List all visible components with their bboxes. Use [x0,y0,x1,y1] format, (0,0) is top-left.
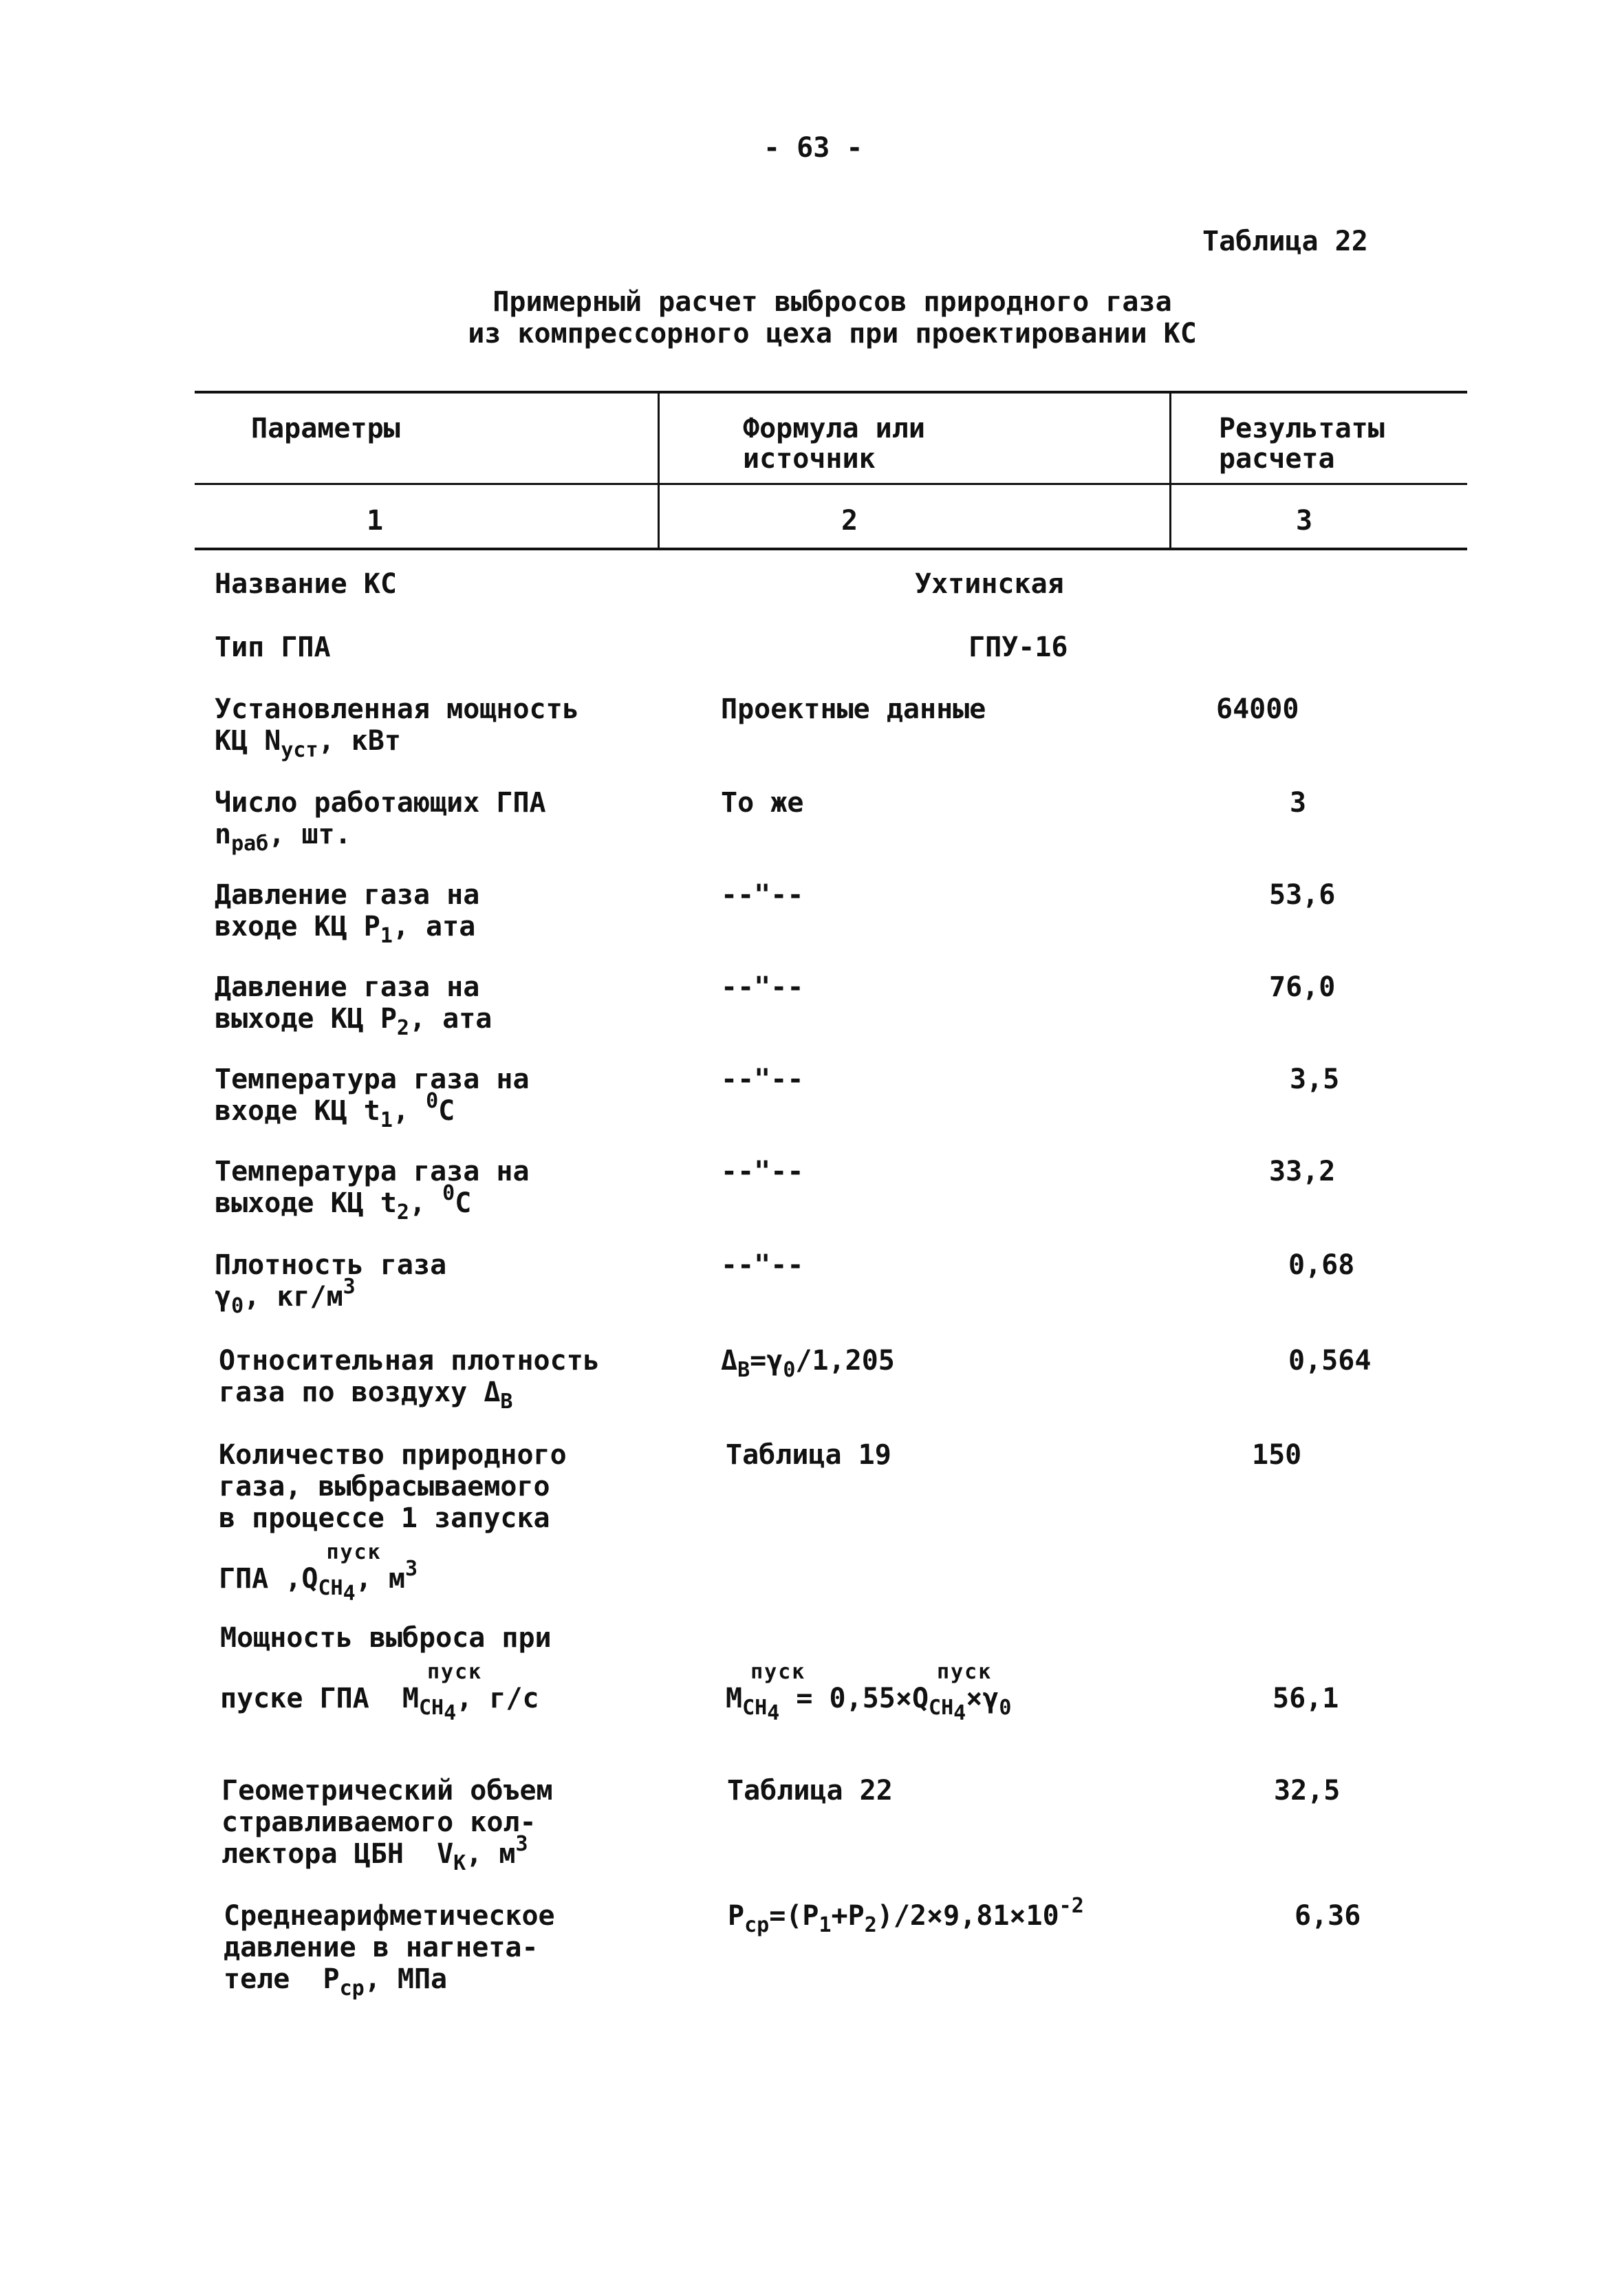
column-number-1: 1 [367,505,384,537]
page-number: - 63 - [764,132,863,164]
row-p-in-label-line2: входе КЦ $P_1$, ата [215,911,476,948]
row-t-out-label-line2: выходе КЦ $t_2$, $^0$C [215,1181,472,1225]
row-t-out-formula: --"-- [721,1156,804,1187]
row-pressure-avg-result: 6,36 [1295,1900,1361,1932]
row-rel-density-formula: $\Delta_В=\gamma_0/1,205$ [721,1345,895,1382]
table-top-rule [195,391,1467,393]
table-title-line2: из компрессорного цеха при проектировании КС [468,318,1197,349]
row-rel-density-result: 0,564 [1288,1345,1372,1377]
row-count-formula: То же [721,787,804,819]
row-gas-qty-result: 150 [1252,1439,1302,1471]
row-volume-label-line2: стравливаемого кол- [221,1807,537,1838]
row-pressure-avg-label-line3: теле $P_{ср}$, МПа [224,1963,448,2001]
row-emission-label-line1: Мощность выброса при [220,1622,552,1654]
row-p-out-label-line2: выходе КЦ $P_2$, ата [215,1003,492,1040]
row-t-in-label-line1: Температура газа на [215,1064,530,1095]
table-label: Таблица 22 [1202,226,1368,257]
row-emission-label-line2: пуске ГПА M пуск $_{CH4}$, г/с [220,1660,539,1725]
column-number-2: 2 [841,505,858,537]
row-t-in-label-line2: входе КЦ $t_1$, $^0$C [215,1089,455,1132]
column-header-params: Параметры [251,413,400,444]
row-density-label-line2: $\gamma_0$, $кг/м^3$ [215,1275,356,1318]
row-ks-name-label: Название КС [215,568,397,600]
row-pressure-avg-formula: $P_{ср}=(P_1+P_2)/2\times 9,81\times 10^{-2}$ [728,1894,1084,1937]
row-volume-result: 32,5 [1274,1775,1341,1807]
row-gas-qty-label-line2: газа, выбрасываемого [219,1471,550,1502]
row-ks-name-value: Ухтинская [915,568,1064,600]
row-t-in-formula: --"-- [721,1064,804,1095]
row-p-out-formula: --"-- [721,971,804,1003]
column-header-results-line1: Результаты [1219,413,1385,444]
row-t-out-label-line1: Температура газа на [215,1156,530,1187]
row-emission-result: 56,1 [1273,1683,1339,1714]
row-volume-formula: Таблица 22 [727,1775,893,1807]
column-header-formula-line1: Формула или [743,413,925,444]
row-t-in-result: 3,5 [1290,1064,1340,1095]
row-p-out-result: 76,0 [1269,971,1336,1003]
row-count-label-line2: $n_{раб}$, шт. [215,819,351,856]
row-power-formula: Проектные данные [721,693,986,725]
row-emission-formula: M пуск $_{CH4}$ = 0,55×Q пуск $_{CH4}\times\gamma_0$ [726,1660,1012,1725]
row-gas-qty-formula: Таблица 19 [726,1439,891,1471]
row-rel-density-label-line2: газа по воздуху $\Delta_В$ [219,1377,513,1414]
column-number-3: 3 [1296,505,1313,537]
row-gpa-type-value: ГПУ-16 [968,632,1068,663]
row-gas-qty-label-line4: ГПА ,Q пуск $_{CH4}$, $м^3$ [219,1540,418,1606]
row-t-out-result: 33,2 [1269,1156,1336,1187]
number-row-rule [195,548,1467,550]
row-p-in-formula: --"-- [721,879,804,911]
row-gas-qty-label-line1: Количество природного [219,1439,567,1471]
row-p-in-label-line1: Давление газа на [215,879,480,911]
row-density-formula: --"-- [721,1249,804,1281]
row-density-label-line1: Плотность газа [215,1249,447,1281]
row-gpa-type-label: Тип ГПА [215,632,331,663]
row-power-label-line2: КЦ $N_{уст}$, кВт [215,725,401,762]
row-power-label-line1: Установленная мощность [215,693,579,725]
row-rel-density-label-line1: Относительная плотность [219,1345,600,1377]
row-volume-label-line1: Геометрический объем [221,1775,553,1807]
row-p-in-result: 53,6 [1269,879,1336,911]
column-divider-2 [1169,391,1171,550]
column-header-formula-line2: источник [743,443,876,475]
column-header-results-line2: расчета [1219,443,1335,475]
row-p-out-label-line1: Давление газа на [215,971,480,1003]
row-density-result: 0,68 [1288,1249,1355,1281]
row-count-result: 3 [1290,787,1307,819]
table-title-line1: Примерный расчет выбросов природного газа [492,286,1172,318]
column-divider-1 [658,391,660,550]
row-volume-label-line3: лектора ЦБН $V_К$, $м^3$ [221,1832,528,1875]
row-pressure-avg-label-line1: Среднеарифметическое [224,1900,555,1932]
row-power-result: 64000 [1216,693,1299,725]
row-gas-qty-label-line3: в процессе 1 запуска [219,1502,550,1534]
row-pressure-avg-label-line2: давление в нагнета- [224,1932,539,1963]
header-rule [195,483,1467,485]
row-count-label-line1: Число работающих ГПА [215,787,546,819]
